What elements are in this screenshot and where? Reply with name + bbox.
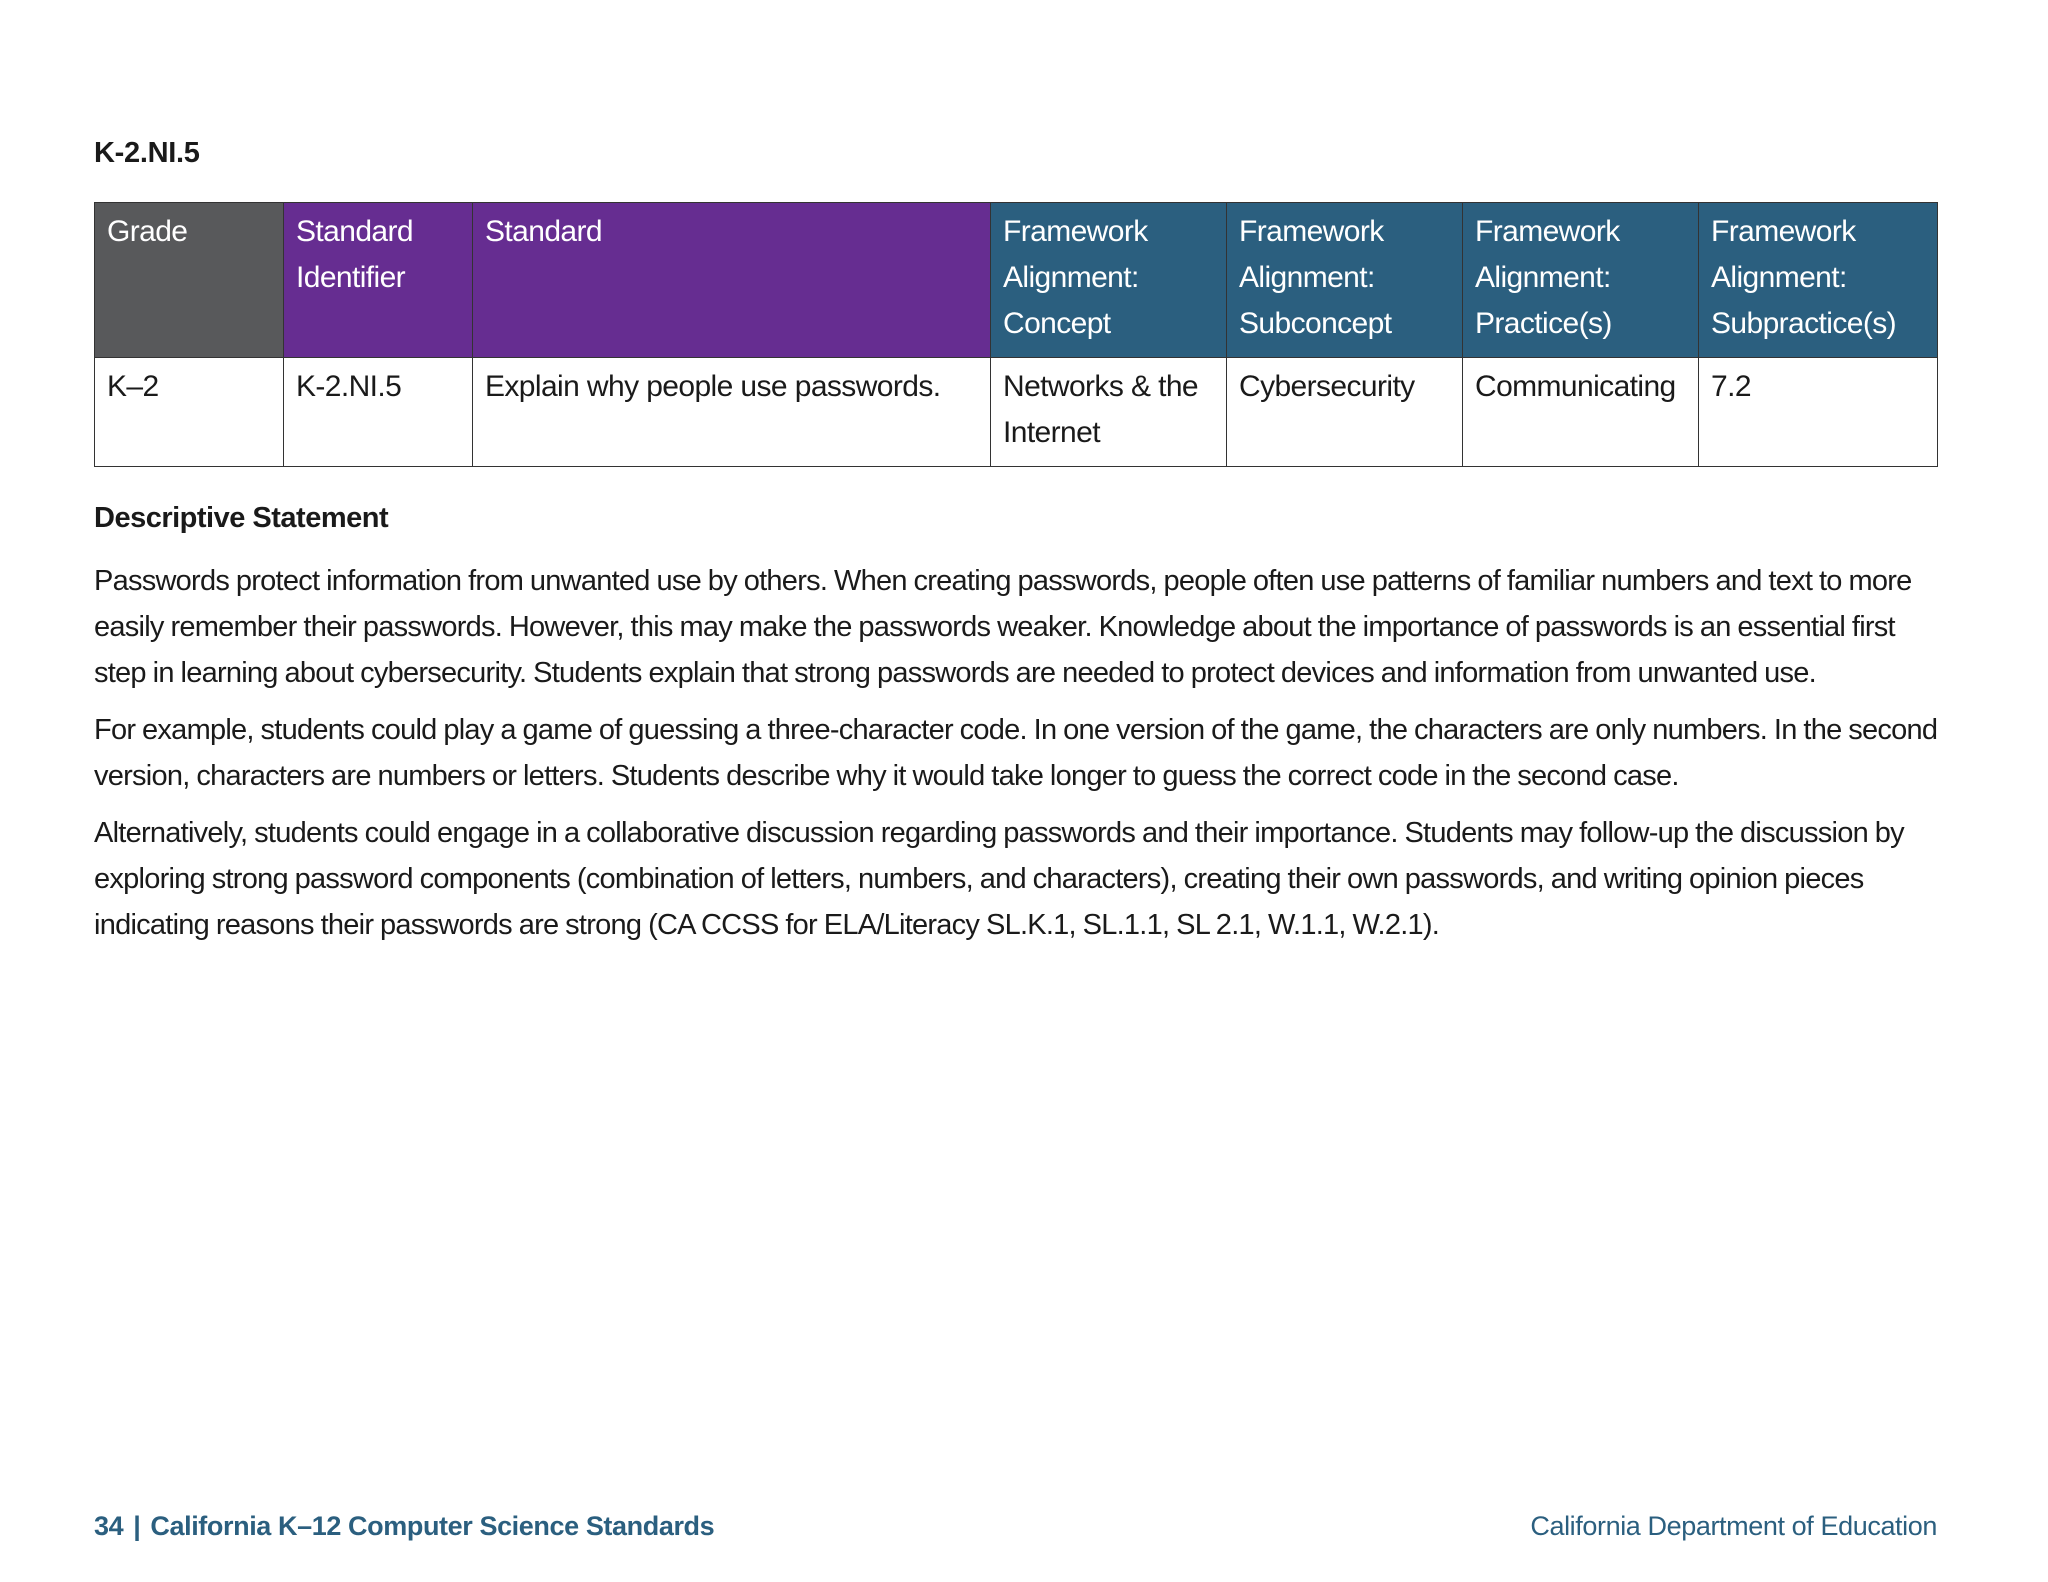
standard-id-heading: K-2.NI.5 bbox=[94, 137, 200, 169]
publisher-name: California Department of Education bbox=[1530, 1511, 1937, 1541]
cell-grade: K–2 bbox=[95, 358, 284, 467]
header-standard: Standard bbox=[473, 203, 991, 358]
paragraph: Passwords protect information from unwanted use by others. When creating passwords, people often use patterns of familiar numbers and text to more easily remember their passwords. However, this may make the passwords weaker. Knowledge about the importance of passwords is an essential first step in learning about cybersecurity. Students explain that strong passwords are needed to protect devices and information from unwanted use. bbox=[94, 565, 1912, 689]
cell-concept: Networks & the Internet bbox=[991, 358, 1227, 467]
paragraph: Alternatively, students could engage in a collaborative discussion regarding passwords and their importance. Students may follow-up the discussion by exploring strong password components (combination of letters, numbers, and characters), creating their own passwords, and writing opinion pieces indicating reasons their passwords are strong (CA CCSS for ELA/Literacy SL.K.1, SL.1.1, SL 2.1, W.1.1, W.2.1). bbox=[94, 817, 1904, 941]
footer-separator: | bbox=[133, 1511, 141, 1541]
header-grade: Grade bbox=[95, 203, 284, 358]
footer-left bbox=[94, 1511, 714, 1542]
table-row bbox=[95, 358, 1938, 467]
cell-subconcept: Cybersecurity bbox=[1227, 358, 1463, 467]
table-header-row bbox=[95, 203, 1938, 358]
cell-subpractices: 7.2 bbox=[1699, 358, 1938, 467]
paragraph: For example, students could play a game of guessing a three-character code. In one version of the game, the characters are only numbers. In the second version, characters are numbers or letters. Students describe why it would take longer to guess the correct code in the second case. bbox=[94, 714, 1938, 792]
cell-practices: Communicating bbox=[1463, 358, 1699, 467]
cell-standard: Explain why people use passwords. bbox=[473, 358, 991, 467]
descriptive-statement-heading: Descriptive Statement bbox=[94, 502, 389, 534]
descriptive-statement-body bbox=[94, 558, 1944, 959]
header-framework-subconcept: Framework Alignment: Subconcept bbox=[1227, 203, 1463, 358]
header-framework-practices: Framework Alignment: Practice(s) bbox=[1463, 203, 1699, 358]
cell-standard-identifier: K-2.NI.5 bbox=[284, 358, 473, 467]
header-framework-subpractices: Framework Alignment: Subpractice(s) bbox=[1699, 203, 1938, 358]
document-title: California K–12 Computer Science Standards bbox=[150, 1511, 715, 1541]
page-number: 34 bbox=[94, 1511, 124, 1541]
header-framework-concept: Framework Alignment: Concept bbox=[991, 203, 1227, 358]
standards-table bbox=[94, 202, 1938, 467]
header-standard-identifier: Standard Identifier bbox=[284, 203, 473, 358]
